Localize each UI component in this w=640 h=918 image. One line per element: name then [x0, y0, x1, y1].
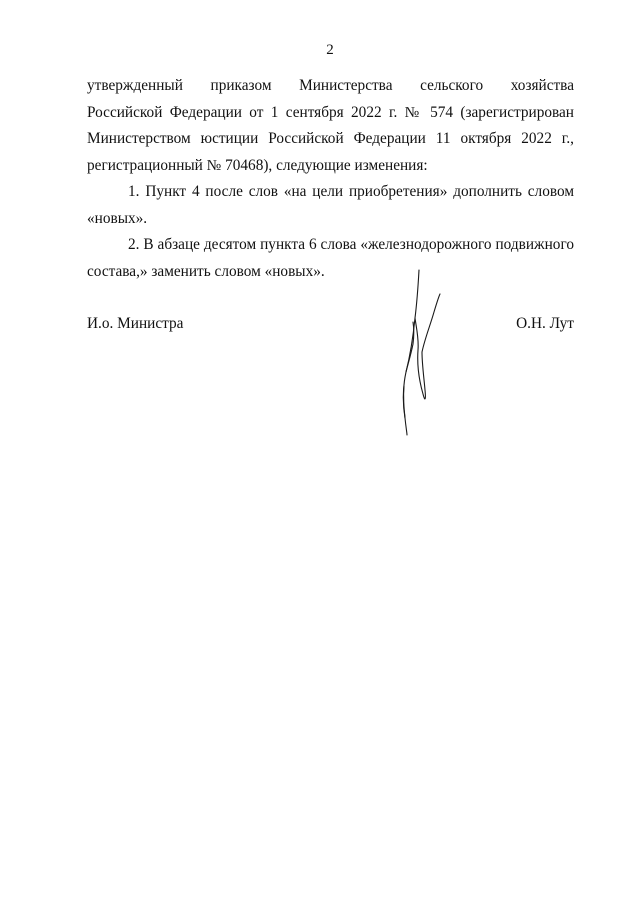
paragraph-3-line-2: состава,» заменить словом «новых».	[87, 262, 325, 280]
document-body	[87, 73, 574, 285]
paragraph-2-line-2: «новых».	[87, 209, 148, 227]
paragraph-1-line-4: регистрационный № 70468), следующие изменения:	[87, 156, 428, 174]
signatory-name: О.Н. Лут	[516, 315, 574, 332]
paragraph-3-line-1: 2. В абзаце десятом пункта 6 слова «железнодорожного подвижного	[128, 236, 574, 253]
paragraph-2-line-1: 1. Пункт 4 после слов «на цели приобретения» дополнить словом	[128, 183, 574, 200]
paragraph-1-line-3: Министерством юстиции Российской Федерации 11 октября 2022 г.,	[87, 130, 574, 147]
paragraph-1-line-2: Российской Федерации от 1 сентября 2022 г. № 574 (зарегистрирован	[87, 103, 574, 121]
page-number: 2	[326, 42, 334, 58]
handwritten-signature	[392, 268, 452, 438]
signatory-title: И.о. Министра	[87, 315, 184, 332]
paragraph-1-line-1: утвержденный приказом Министерства сельского хозяйства	[87, 77, 574, 94]
